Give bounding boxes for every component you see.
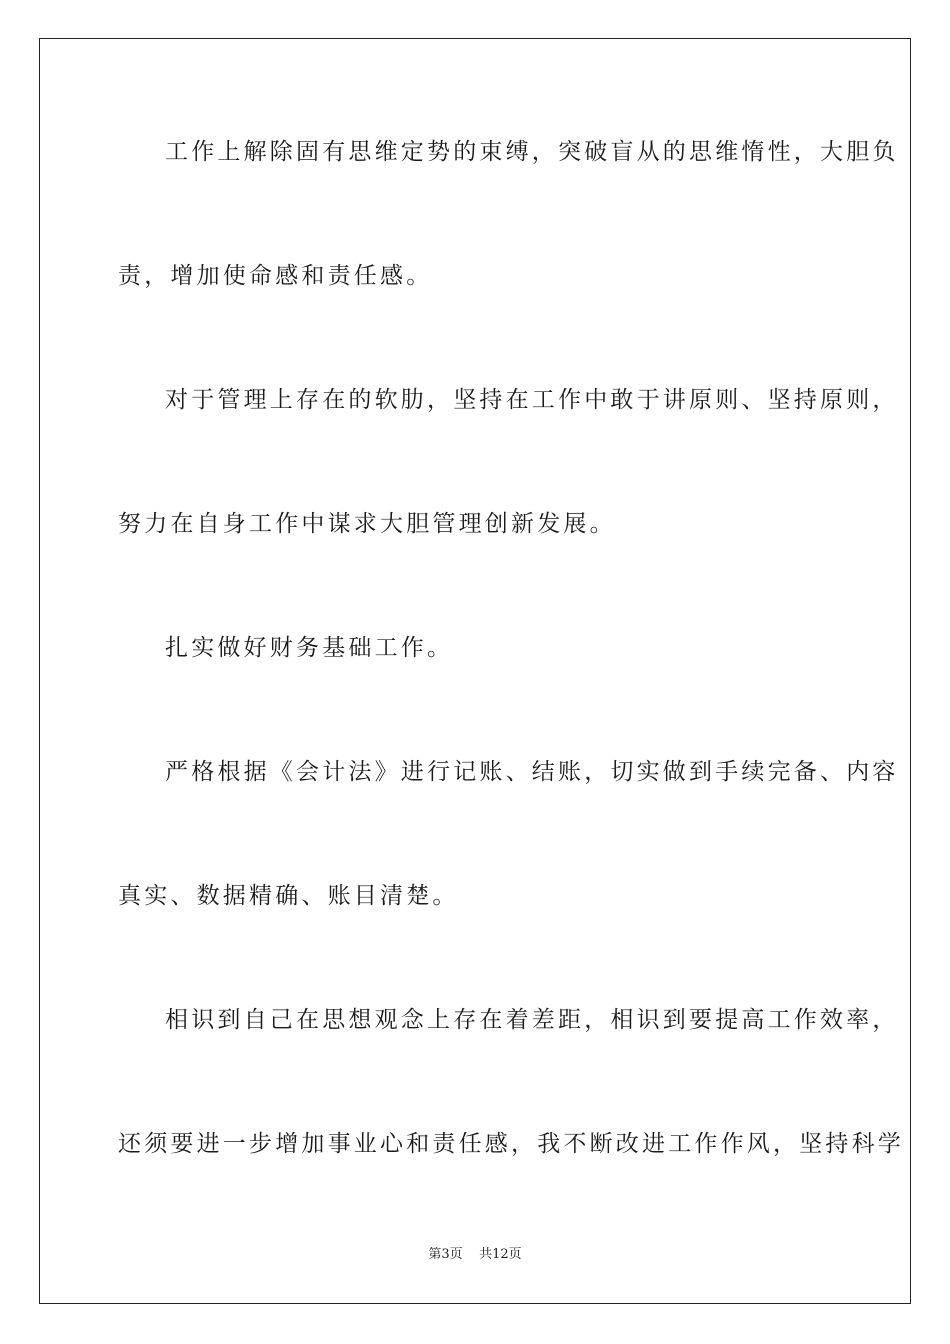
paragraph-line: 真实、数据精确、账目清楚。 — [118, 883, 459, 909]
page-number-footer: 第3页 共12页 — [428, 1247, 522, 1262]
paragraph-line: 责，增加使命感和责任感。 — [118, 263, 433, 289]
paragraph-line: 努力在自身工作中谋求大胆管理创新发展。 — [118, 511, 616, 537]
paragraph-line: 扎实做好财务基础工作。 — [165, 635, 454, 661]
paragraph-line: 工作上解除固有思维定势的束缚，突破盲从的思维惰性，大胆负 — [165, 139, 899, 165]
paragraph-line: 对于管理上存在的软肋，坚持在工作中敢于讲原则、坚持原则， — [165, 387, 899, 413]
paragraph-line: 严格根据《会计法》进行记账、结账，切实做到手续完备、内容 — [165, 759, 899, 785]
page-border — [39, 38, 911, 1304]
paragraph-line: 相识到自己在思想观念上存在着差距，相识到要提高工作效率， — [165, 1007, 899, 1033]
paragraph-line: 还须要进一步增加事业心和责任感，我不断改进工作作风，坚持科学 — [118, 1131, 904, 1157]
